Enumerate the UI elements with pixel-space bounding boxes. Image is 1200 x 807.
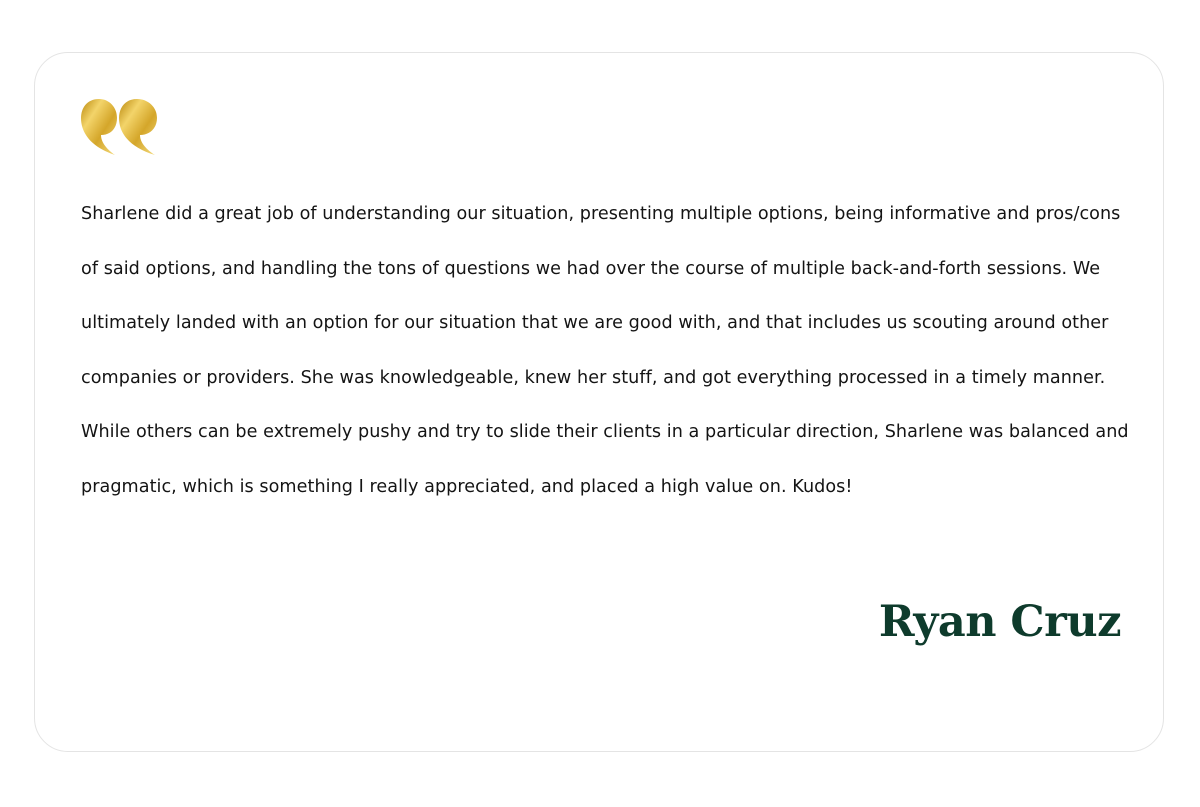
quote-mark-icon [81,97,161,157]
testimonial-author: Ryan Cruz [878,597,1121,647]
testimonial-card [34,52,1164,752]
testimonial-quote: Sharlene did a great job of understanding our situation, presenting multiple options, being informative and pros/cons of said options, and handling the tons of questions we had over the course of multiple back-and-forth sessions. We ultimately landed with an option for our situation that we are good with, and that includes us scouting around other companies or providers. She was knowledgeable, knew her stuff, and got everything processed in a timely manner. While others can be extremely pushy and try to slide their clients in a particular direction, Sharlene was balanced and pragmatic, which is something I really appreciated, and placed a high value on. Kudos! [81,204,1129,497]
